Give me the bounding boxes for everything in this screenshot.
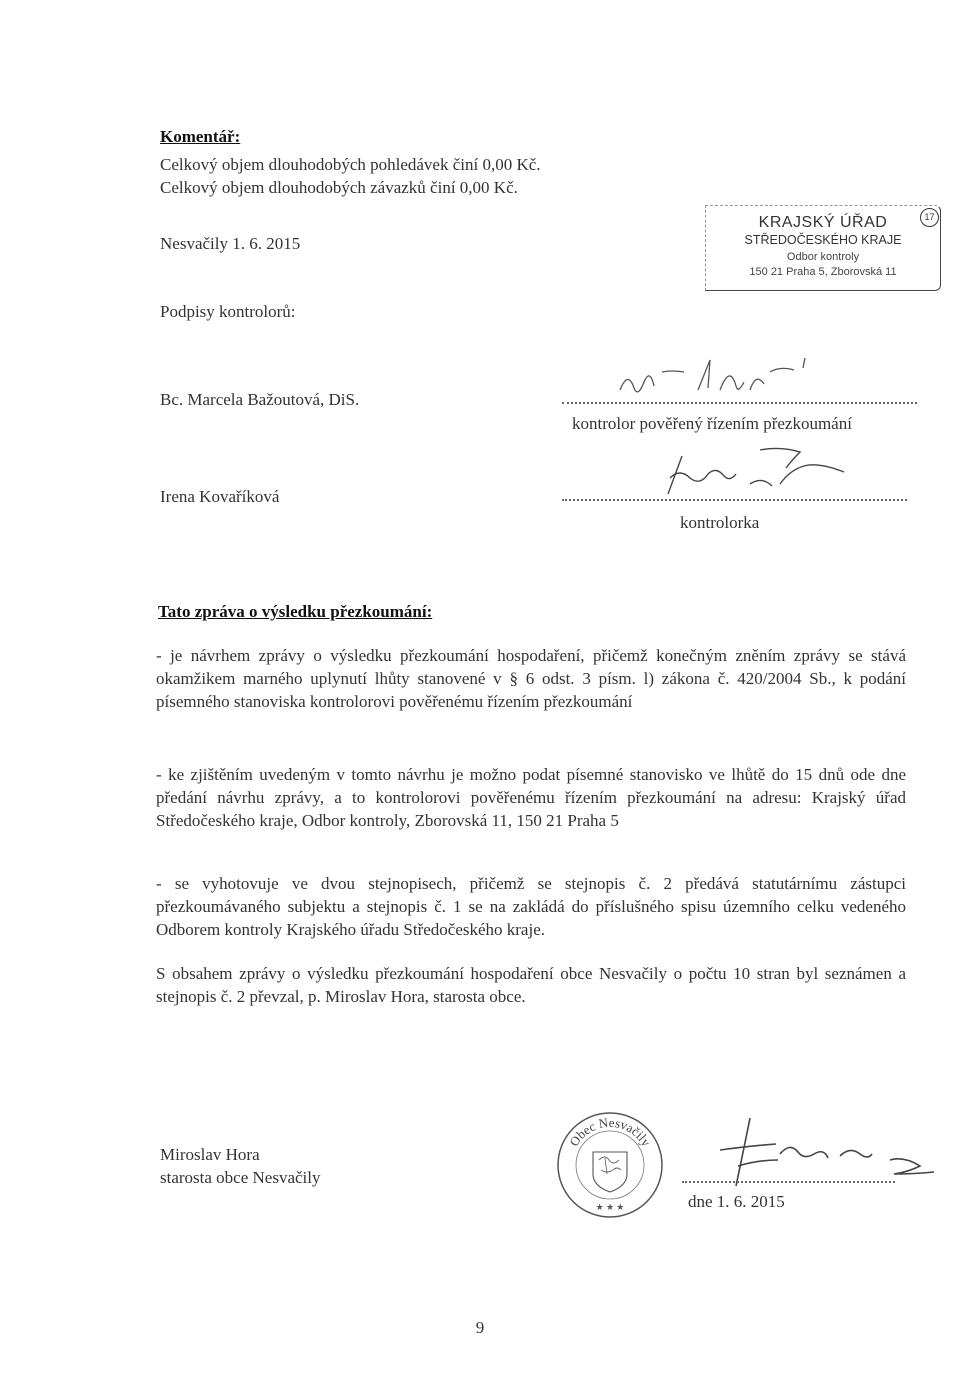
stamp-address: 150 21 Praha 5, Zborovská 11 xyxy=(749,266,897,278)
municipal-seal xyxy=(555,1110,665,1220)
signature-controller-1 xyxy=(600,350,900,410)
office-stamp xyxy=(705,205,941,291)
controller-1-name: Bc. Marcela Bažoutová, DiS. xyxy=(160,390,360,409)
page-number: 9 xyxy=(475,1318,485,1337)
controller-2-name: Irena Kovaříková xyxy=(160,487,280,506)
signature-line-1 xyxy=(562,402,917,404)
stamp-region: STŘEDOČESKÉHO KRAJE xyxy=(744,233,902,247)
report-paragraph-2: - ke zjištěním uvedeným v tomto návrhu je možno podat písemné stanovisko ve lhůtě do 15 dnů ode dne předání návrhu zprávy, a to kontrolorovi pověřenému řízením přezkoumání na adresu: Krajský úřad Středočeského kraje, Odbor kontroly, Zborovská 11, 150 21 Praha 5 xyxy=(156,765,906,830)
report-title: Tato zpráva o výsledku přezkoumání: xyxy=(158,602,433,621)
liabilities-line: Celkový objem dlouhodobých závazků činí 0,00 Kč. xyxy=(160,178,518,197)
controller-2-role: kontrolorka xyxy=(680,513,760,532)
stamp-department: Odbor kontroly xyxy=(786,251,860,263)
signature-mayor xyxy=(660,1110,960,1200)
controller-1-role: kontrolor pověřený řízením přezkoumání xyxy=(572,414,852,433)
mayor-role: starosta obce Nesvačily xyxy=(160,1168,321,1187)
comment-title: Komentář: xyxy=(160,127,241,146)
receivables-line: Celkový objem dlouhodobých pohledávek činí 0,00 Kč. xyxy=(160,155,541,174)
mayor-name: Miroslav Hora xyxy=(160,1145,260,1164)
report-paragraph-4: S obsahem zprávy o výsledku přezkoumání hospodaření obce Nesvačily o počtu 10 stran byl seznámen a stejnopis č. 2 převzal, p. Miroslav Hora, starosta obce. xyxy=(156,964,906,1006)
signatures-label: Podpisy kontrolorů: xyxy=(160,302,296,321)
place-date: Nesvačily 1. 6. 2015 xyxy=(160,234,301,253)
signature-date: dne 1. 6. 2015 xyxy=(688,1192,785,1211)
stamp-office-name: KRAJSKÝ ÚŘAD xyxy=(758,214,888,231)
signature-controller-2 xyxy=(640,440,900,500)
seal-text: Obec Nesvačily xyxy=(566,1114,654,1149)
signature-line-mayor xyxy=(682,1181,895,1183)
stamp-number: 17 xyxy=(920,208,939,227)
report-paragraph-1: - je návrhem zprávy o výsledku přezkoumání hospodaření, přičemž konečným zněním zprávy se stává okamžikem marného uplynutí lhůty stanovené v § 6 odst. 3 písm. l) zákona č. 420/2004 Sb., k podání písemného stanoviska kontrolorovi pověřenému řízením přezkoumání xyxy=(156,646,906,711)
signature-line-2 xyxy=(562,499,907,501)
svg-text:★ ★ ★: ★ ★ ★ xyxy=(595,1202,625,1212)
report-paragraph-3: - se vyhotovuje ve dvou stejnopisech, přičemž se stejnopis č. 2 předává statutárnímu zástupci přezkoumávaného subjektu a stejnopis č. 1 se na zakládá do příslušného spisu územního celku vedeného Odborem kontroly Krajského úřadu Středočeského kraje. xyxy=(156,874,906,939)
